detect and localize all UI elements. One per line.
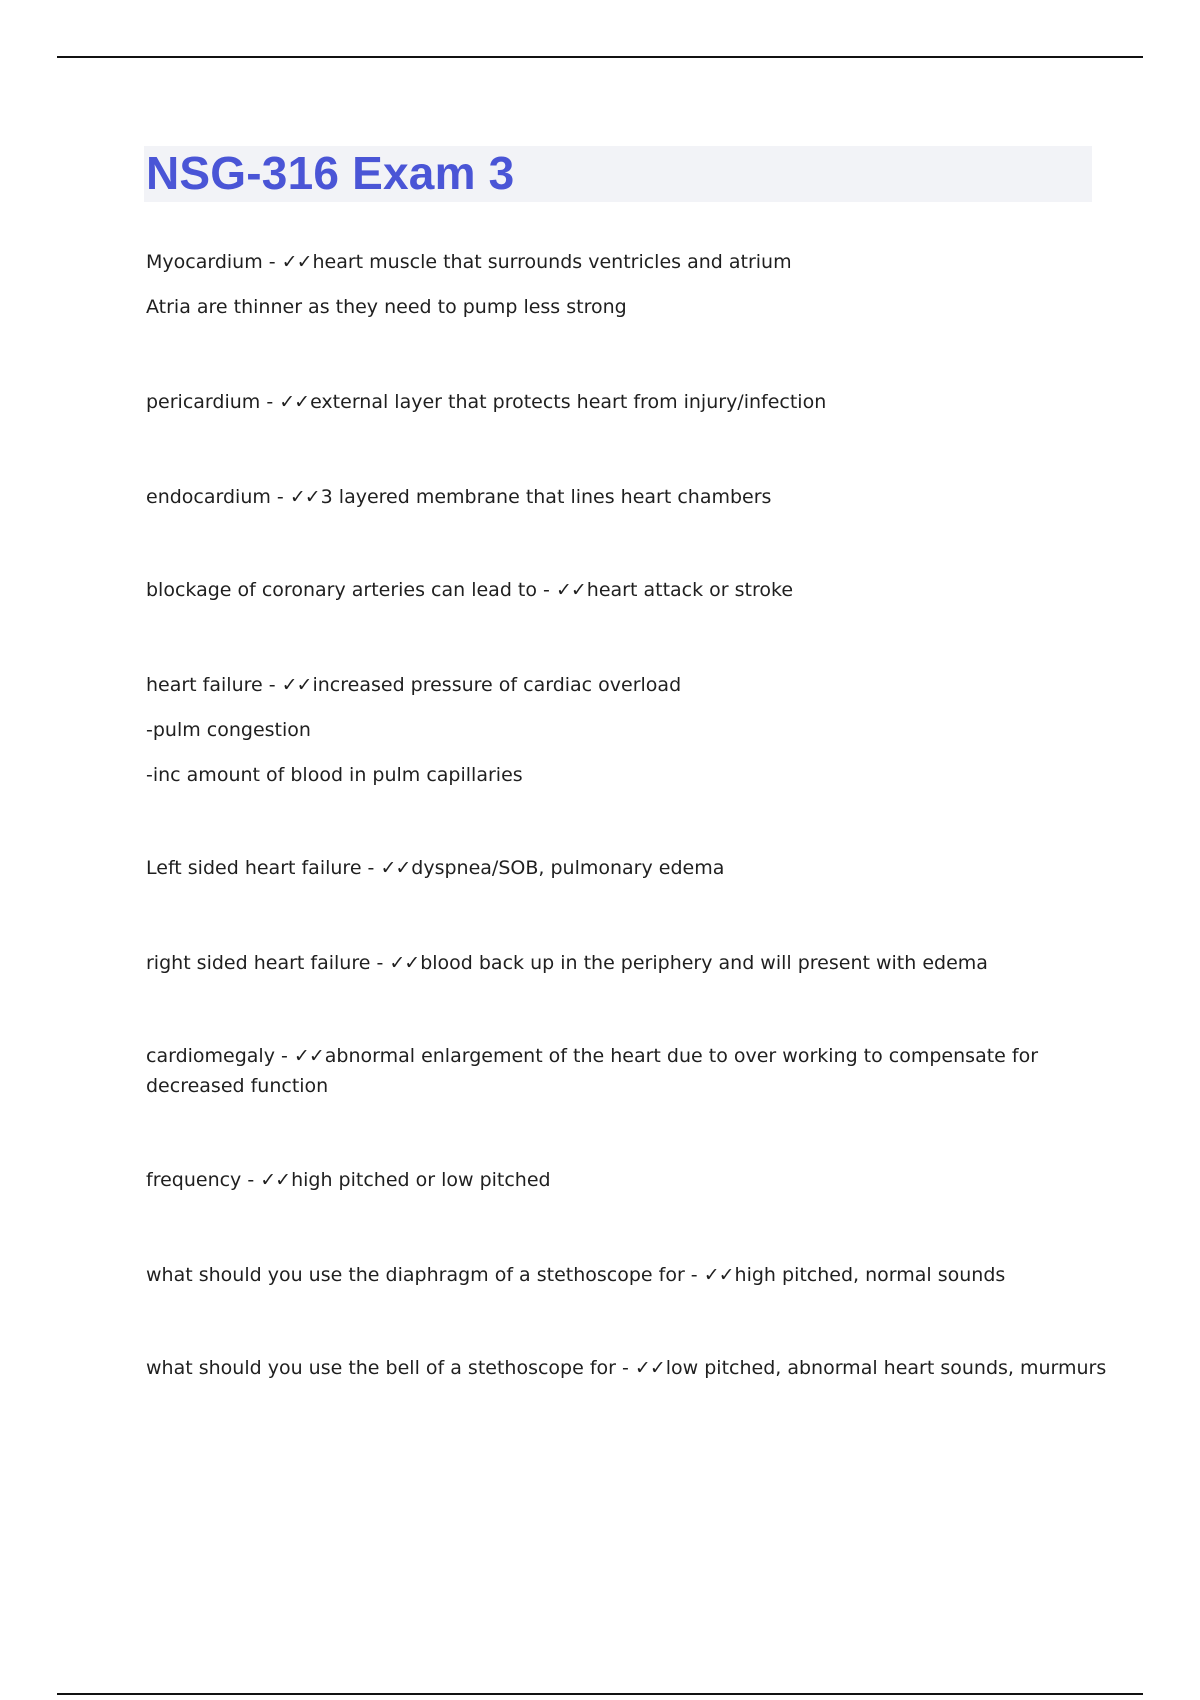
flashcard xyxy=(146,948,1106,978)
card-definition: abnormal enlargement of the heart due to over working to compensate for decreased function xyxy=(146,1045,1039,1097)
separator: - xyxy=(270,486,290,508)
double-check-icon: ✓✓ xyxy=(380,857,411,879)
card-definition: high pitched or low pitched xyxy=(291,1169,551,1191)
double-check-icon: ✓✓ xyxy=(389,952,420,974)
flashcard xyxy=(146,670,1106,790)
card-term: frequency xyxy=(146,1169,242,1191)
card-definition: external layer that protects heart from injury/infection xyxy=(310,391,827,413)
card-term: cardiomegaly xyxy=(146,1045,275,1067)
flashcard xyxy=(146,575,1106,605)
flashcard xyxy=(146,1353,1106,1383)
card-definition: high pitched, normal sounds xyxy=(734,1264,1006,1286)
card-definition: low pitched, abnormal heart sounds, murmurs xyxy=(665,1357,1107,1379)
card-term: what should you use the diaphragm of a stethoscope for xyxy=(146,1264,685,1286)
double-check-icon: ✓✓ xyxy=(293,1045,324,1067)
card-extra-line: -pulm congestion xyxy=(146,719,311,741)
page-title: NSG-316 Exam 3 xyxy=(146,147,515,199)
double-check-icon: ✓✓ xyxy=(281,674,312,696)
card-definition: increased pressure of cardiac overload xyxy=(312,674,682,696)
flashcard xyxy=(146,1260,1106,1290)
flashcard xyxy=(146,247,1106,322)
top-rule xyxy=(57,56,1143,58)
card-term: pericardium xyxy=(146,391,261,413)
card-term: Left sided heart failure xyxy=(146,857,362,879)
double-check-icon: ✓✓ xyxy=(634,1357,665,1379)
flashcard xyxy=(146,853,1106,883)
double-check-icon: ✓✓ xyxy=(281,251,312,273)
card-term: what should you use the bell of a stethoscope for xyxy=(146,1357,616,1379)
separator: - xyxy=(262,251,282,273)
card-term: endocardium xyxy=(146,486,271,508)
card-definition: heart muscle that surrounds ventricles and atrium xyxy=(312,251,792,273)
flashcard xyxy=(146,1165,1106,1195)
card-definition: heart attack or stroke xyxy=(586,579,794,601)
card-term: blockage of coronary arteries can lead to xyxy=(146,579,538,601)
double-check-icon: ✓✓ xyxy=(260,1169,291,1191)
card-term: Myocardium xyxy=(146,251,263,273)
double-check-icon: ✓✓ xyxy=(703,1264,734,1286)
separator: - xyxy=(684,1264,704,1286)
flashcard xyxy=(146,482,1106,512)
separator: - xyxy=(260,391,280,413)
flashcard xyxy=(146,387,1106,417)
double-check-icon: ✓✓ xyxy=(555,579,586,601)
separator: - xyxy=(361,857,381,879)
double-check-icon: ✓✓ xyxy=(279,391,310,413)
separator: - xyxy=(370,952,390,974)
card-definition: 3 layered membrane that lines heart chambers xyxy=(320,486,772,508)
card-term: heart failure xyxy=(146,674,263,696)
separator: - xyxy=(241,1169,261,1191)
card-definition: blood back up in the periphery and will present with edema xyxy=(420,952,988,974)
card-definition: dyspnea/SOB, pulmonary edema xyxy=(411,857,725,879)
separator: - xyxy=(615,1357,635,1379)
bottom-rule xyxy=(57,1693,1143,1695)
card-extra-line: Atria are thinner as they need to pump less strong xyxy=(146,296,627,318)
double-check-icon: ✓✓ xyxy=(289,486,320,508)
separator: - xyxy=(274,1045,294,1067)
separator: - xyxy=(537,579,556,601)
separator: - xyxy=(262,674,282,696)
card-extra-line: -inc amount of blood in pulm capillaries xyxy=(146,764,523,786)
card-term: right sided heart failure xyxy=(146,952,371,974)
flashcard xyxy=(146,1041,1106,1101)
